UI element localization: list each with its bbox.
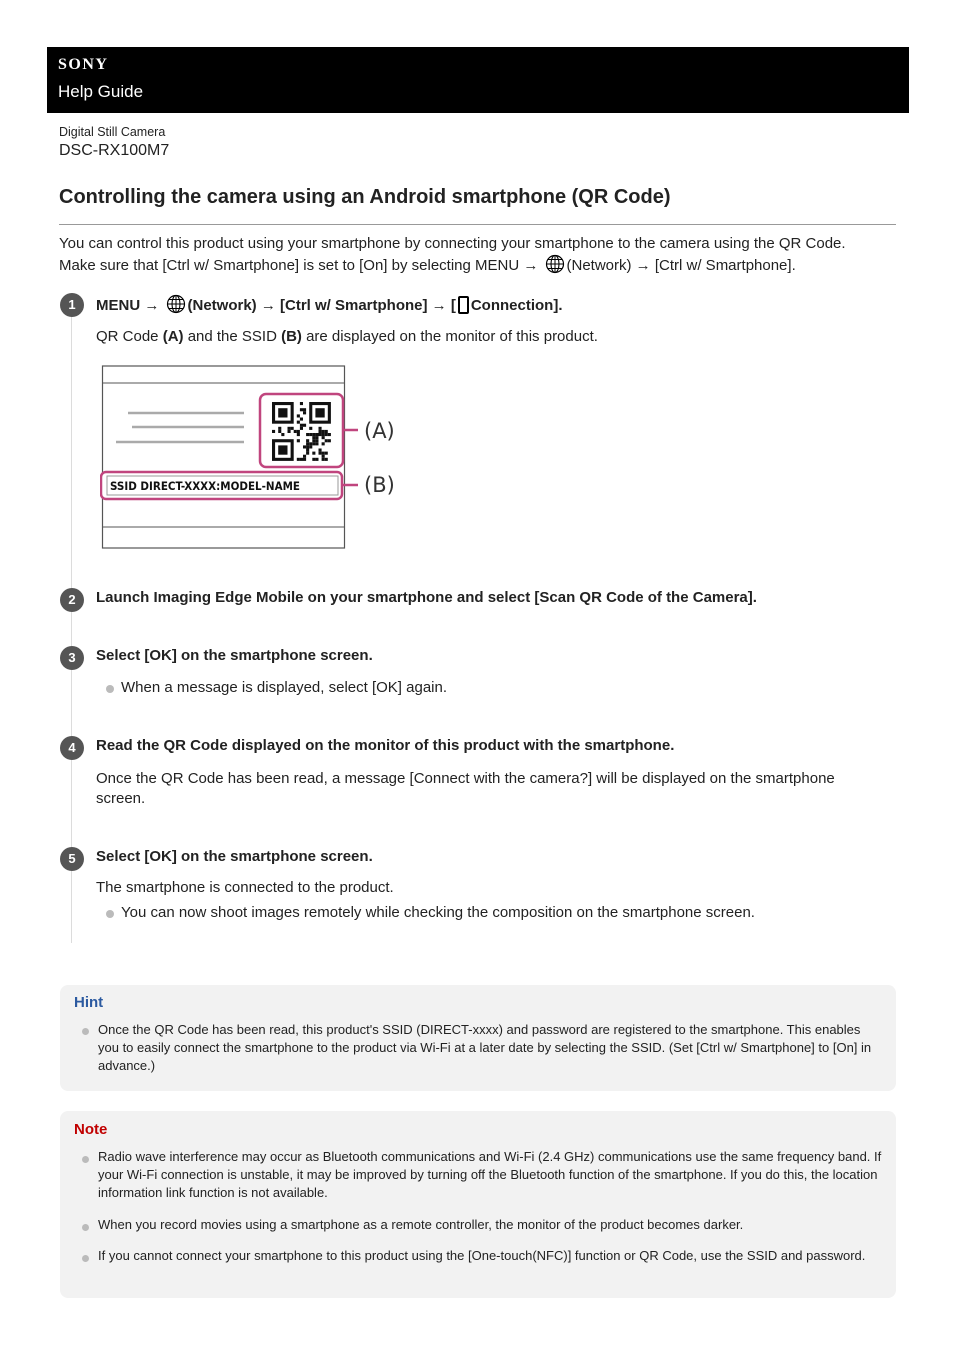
step-3-number: 3 [60,646,84,670]
qr-code-icon [271,401,332,462]
step-1-number: 1 [60,293,84,317]
product-model: DSC-RX100M7 [59,142,170,159]
step-1-title-a: MENU → [96,297,164,314]
step-1-text-a: QR Code [96,328,163,345]
intro-line-2-text-b: (Network) → [Ctrl w/ Smartphone]. [566,257,796,274]
step-1-title-b: (Network) → [Ctrl w/ Smartphone] → [ [187,297,456,314]
bullet-dot [82,1028,89,1035]
note-heading: Note [74,1121,108,1138]
step-1-text-c: and the SSID [183,328,282,345]
bullet-dot [106,910,114,918]
step-2-title: Launch Imaging Edge Mobile on your smartphone and select [Scan QR Code of the Camera]. [96,589,757,606]
step-4-text: Once the QR Code has been read, a message [Connect with the camera?] will be displayed on the smartphone screen. [96,770,835,807]
network-globe-icon [545,254,565,274]
step-1-title [96,294,563,314]
step-5-title: Select [OK] on the smartphone screen. [96,848,373,865]
step-5-number: 5 [60,847,84,871]
ssid-text: SSID DIRECT-XXXX:MODEL-NAME [110,479,300,493]
bullet-dot [106,685,114,693]
site-header [47,47,909,113]
step-1-text-e: are displayed on the monitor of this product. [301,328,598,345]
callout-label-b: (B) [364,473,395,497]
bullet-dot [82,1224,89,1231]
step-1-title-c: Connection]. [470,297,563,314]
step-1-label-b: (B) [281,328,302,345]
step-1-text [96,327,598,347]
step-3-title: Select [OK] on the smartphone screen. [96,647,373,664]
hint-item-1: Once the QR Code has been read, this product's SSID (DIRECT-xxxx) and password are registered to the smartphone. This enables you to easily connect the smartphone to the product via Wi-Fi at a later date by selecting the SSID. (Set [Ctrl w/ Smartphone] to [On] in advance.) [98,1022,872,1073]
step-4-title: Read the QR Code displayed on the monitor of this product with the smartphone. [96,737,675,754]
callout-label-a: (A) [364,419,395,443]
note-item-1: Radio wave interference may occur as Bluetooth communications and Wi-Fi (2.4 GHz) communications use the same frequency band. If your Wi-Fi connection is unstable, it may be improved by turning off the Bluetooth function of the smartphone. If you do this, the location information link function is not available. [98,1149,882,1200]
smartphone-icon [458,296,469,314]
step-1-label-a: (A) [162,328,184,345]
note-item-2: When you record movies using a smartphone as a remote controller, the monitor of the product becomes darker. [98,1217,744,1232]
help-guide-title: Help Guide [58,82,144,101]
bullet-dot [82,1156,89,1163]
page-title: Controlling the camera using an Android smartphone (QR Code) [59,186,671,208]
intro-line-1: You can control this product using your smartphone by connecting your smartphone to the camera using the QR Code. [59,235,846,252]
hint-heading: Hint [74,994,104,1011]
intro-paragraph [59,233,899,276]
bullet-dot [82,1255,89,1262]
product-category: Digital Still Camera [59,125,166,139]
network-globe-icon [166,294,186,314]
camera-monitor-diagram [100,362,400,552]
step-4-number: 4 [60,736,84,760]
title-divider [59,224,896,225]
intro-line-2 [59,254,899,276]
sony-logo[interactable]: SONY [58,56,109,73]
step-2-number: 2 [60,588,84,612]
step-5-bullet: You can now shoot images remotely while checking the composition on the smartphone screen. [121,904,755,921]
step-3-bullet: When a message is displayed, select [OK] again. [121,679,448,696]
note-item-3: If you cannot connect your smartphone to this product using the [One-touch(NFC)] function or QR Code, use the SSID and password. [98,1248,866,1263]
hint-box [60,985,896,1091]
intro-line-2-text-a: Make sure that [Ctrl w/ Smartphone] is set to [On] by selecting MENU → [59,257,543,274]
step-5-text: The smartphone is connected to the product. [96,879,394,896]
note-box [60,1111,896,1298]
